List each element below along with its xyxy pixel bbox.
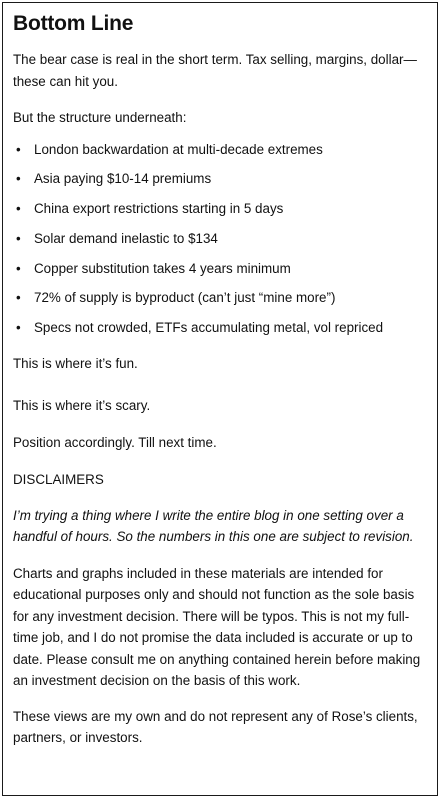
list-item-text: China export restrictions starting in 5 days [34,201,284,217]
disclaimers-heading: DISCLAIMERS [13,472,104,488]
list-item [13,228,427,250]
scary-paragraph: This is where it’s scary. [13,398,151,414]
list-item-text: Solar demand inelastic to $134 [34,230,218,246]
list-item [13,317,427,339]
list-item-text: Asia paying $10-14 premiums [34,171,212,187]
article-frame [2,2,438,796]
bullet-icon: • [16,230,21,246]
list-item-text: London backwardation at multi-decade extremes [34,141,323,157]
structure-paragraph: But the structure underneath: [13,110,187,125]
list-item [13,258,427,280]
revision-note: I’m trying a thing where I write the entire blog in one setting over a handful of hours. So the numbers in this one are subject to revision. [13,507,414,545]
bullet-icon: • [16,260,21,276]
charts-disclaimer: Charts and graphs included in these materials are intended for educational purposes only and should not function as the sole basis for any investment decision. There will be typos. This is not my full-time job, and I do not promise the data included is accurate or up to date. Please consult me on anything contained herein before making an investment decision on the basis of this work. [13,565,421,689]
views-disclaimer: These views are my own and do not represent any of Rose’s clients, partners, or investors. [13,708,418,746]
list-item-text: 72% of supply is byproduct (can’t just “mine more”) [34,290,336,306]
position-paragraph: Position accordingly. Till next time. [13,434,217,450]
fun-paragraph: This is where it’s fun. [13,355,138,371]
bullet-icon: • [16,290,21,306]
key-points-list [13,139,427,339]
section-heading: Bottom Line [13,12,134,35]
bullet-icon: • [16,141,21,157]
list-item-text: Copper substitution takes 4 years minimum [34,260,291,276]
bullet-icon: • [16,201,21,217]
list-item [13,198,427,220]
bullet-icon: • [16,171,21,187]
intro-paragraph: The bear case is real in the short term. Tax selling, margins, dollar—these can hit you. [13,52,417,89]
list-item [13,139,427,161]
list-item-text: Specs not crowded, ETFs accumulating metal, vol repriced [34,320,384,336]
bullet-icon: • [16,320,21,336]
list-item [13,287,427,309]
list-item [13,168,427,190]
